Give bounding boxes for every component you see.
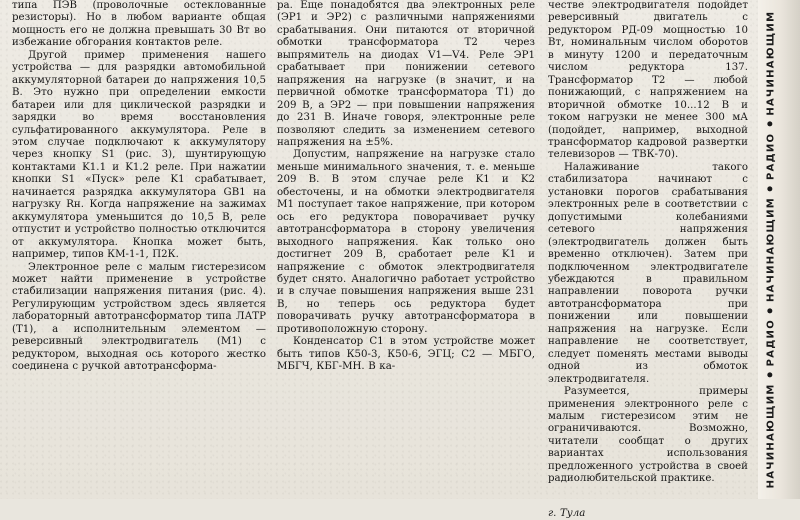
rubric-item: РАДИО xyxy=(765,132,777,180)
rubric-item: НАЧИНАЮЩИМ xyxy=(765,382,777,488)
author-city: г. Тула xyxy=(548,507,586,519)
rubric-text xyxy=(766,10,777,488)
paragraph: Разумеется, примеры применения электронного реле с малым гистерезисом этим не ограничиваются. Возможно, читатели сообщат о других вариантах использования предложенного устройства в своей радиолюбительской практике. xyxy=(548,386,748,485)
paragraph: типа ПЭВ (проволочные остеклованные резисторы). Но в любом варианте общая мощность его не должна превышать 30 Вт во избежание обгорания контактов реле. xyxy=(12,0,266,49)
paragraph: ра. Еще понадобятся два электронных реле (ЭР1 и ЭР2) с различными напряжениями срабатывания. Они питаются от вторичной обмотки трансформатора T2 через выпрямитель на диодах V1—V4. Реле ЭР1 срабатывает при понижении сетевого напряжения на нагрузке (в значит, и на первичной обмотке трансформатора T1) до 209 В, а ЭР2 — при повышении напряжения до 231 В. Иначе говоря, электронные реле позволяют следить за изменением сетевого напряжения на ±5%. xyxy=(277,0,535,148)
paragraph: Допустим, напряжение на нагрузке стало меньше минимального значения, т. е. меньше 209 В. В этом случае реле K1 и K2 обесточены, и на обмотки электродвигателя M1 поступает такое напряжение, при котором ось его редуктора поворачивает ручку автотрансформатора в сторону увеличения выходного напряжения. Как только оно достигнет 209 В, сработает реле K1 и напряжение с обмоток электродвигателя будет снято. Аналогично работает устройство и в случае повышения напряжения выше 231 В, но теперь ось редуктора будет поворачивать ручку автотрансформатора в противоположную сторону. xyxy=(277,149,535,335)
paragraph: Другой пример применения нашего устройства — для разрядки автомобильной аккумуляторной батареи до напряжения 10,5 В. Это нужно при определении емкости батареи или для циклической разрядки и зарядки во время восстановления сульфатированного аккумулятора. Реле в этом случае подключают к аккумулятору через кнопку S1 (рис. 3), шунтирующую контактами K1.1 и K1.2 реле. При нажатии кнопки S1 «Пуск» реле K1 срабатывает, начинается разрядка аккумулятора GB1 на нагрузку Rн. Когда напряжение на зажимах аккумулятора уменьшится до 10,5 В, реле отпустит и устройство полностью отключится от аккумулятора. Кнопка может быть, например, типов КМ-1-1, П2К. xyxy=(12,49,266,261)
bullet-dot-icon xyxy=(768,372,773,377)
paragraph: Налаживание такого стабилизатора начинают с установки порогов срабатывания электронных реле в соответствии с допустимыми колебаниями сетевого напряжения (электродвигатель должен быть временно отключен). Затем при подключенном электродвигателе убеждаются в правильном направлении поворота ручки автотрансформатора при понижении или повышении напряжения на нагрузке. Если направление не соответствует, следует поменять местами выводы одной из обмоток электродвигателя. xyxy=(548,161,748,385)
rubric-item: НАЧИНАЮЩИМ xyxy=(765,196,777,302)
paragraph: Электронное реле с малым гистерезисом может найти применение в устройстве стабилизации напряжения питания (рис. 4). Регулирующим устройством здесь является лабораторный автотрансформатор типа ЛАТР (T1), а исполнительным элементом — реверсивный электродвигатель (M1) с редуктором, выходная ось которого жестко соединена с ручкой автотрансформа- xyxy=(12,261,266,373)
rubric-item: РАДИО xyxy=(765,318,777,366)
bullet-dot-icon xyxy=(768,121,773,126)
rubric-item: НАЧИНАЮЩИМ xyxy=(765,10,777,116)
rubric-vertical xyxy=(763,4,779,494)
bullet-dot-icon xyxy=(768,186,773,191)
column-2 xyxy=(277,0,535,496)
paragraph: Конденсатор C1 в этом устройстве может быть типов К50-3, К50-6, ЭГЦ; C2 — МБГО, МБГЧ, КБГ-МН. В ка- xyxy=(277,336,535,373)
paragraph: честве электродвигателя подойдет реверсивный двигатель с редуктором РД-09 мощностью 10 Вт, номинальным числом оборотов в минуту 1200 и передаточным числом редуктора 137. Трансформатор T2 — любой понижающий, с напряжением на вторичной обмотке 10...12 В и током нагрузки не менее 300 мА (подойдет, например, выходной трансформатор кадровой развертки телевизоров — ТВК-70). xyxy=(548,0,748,161)
column-3 xyxy=(548,0,748,519)
column-1 xyxy=(12,0,266,496)
bullet-dot-icon xyxy=(768,307,773,312)
page-edge-shadow xyxy=(780,0,800,499)
